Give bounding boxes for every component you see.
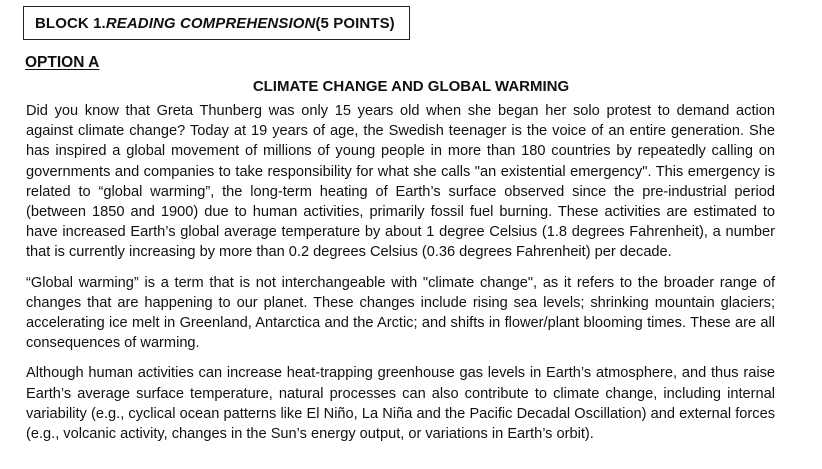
article-body: [26, 101, 775, 454]
block-heading-suffix: (5 POINTS): [315, 14, 395, 32]
article-paragraph-1: Did you know that Greta Thunberg was only 15 years old when she began her solo protest to demand action against climate change? Today at 19 years of age, the Swedish teenager is the voice of an entire generation. She has inspired a global movement of millions of young people in more than 180 countries by repeatedly calling on governments and companies to take responsibility for what she calls "an existential emergency". This emergency is related to “global warming”, the long-term heating of Earth’s surface observed since the pre-industrial period (between 1850 and 1900) due to human activities, primarily fossil fuel burning. These activities are estimated to have increased Earth’s global average temperature by about 1 degree Celsius (1.8 degrees Fahrenheit), a number that is currently increasing by more than 0.2 degrees Celsius (0.36 degrees Fahrenheit) per decade.: [26, 103, 775, 261]
block-heading-italic: READING COMPREHENSION: [105, 14, 316, 32]
article-paragraph-3: Although human activities can increase heat-trapping greenhouse gas levels in Earth’s atmosphere, and thus raise Earth’s average surface temperature, natural processes can also contribute to climate change, including internal variability (e.g., cyclical ocean patterns like El Niño, La Niña and the Pacific Decadal Oscillation) and external forces (e.g., volcanic activity, changes in the Sun’s energy output, or variations in Earth’s orbit).: [26, 365, 775, 443]
option-label: OPTION A: [25, 54, 100, 71]
block-heading-prefix: BLOCK 1.: [35, 14, 106, 32]
block-heading-box: [23, 6, 410, 40]
article-title: CLIMATE CHANGE AND GLOBAL WARMING: [252, 78, 570, 95]
article-paragraph-2: “Global warming” is a term that is not interchangeable with "climate change", as it refers to the broader range of changes that are happening to our planet. These changes include rising sea levels; shrinking mountain glaciers; accelerating ice melt in Greenland, Antarctica and the Arctic; and shifts in flower/plant blooming times. These are all consequences of warming.: [26, 274, 775, 352]
